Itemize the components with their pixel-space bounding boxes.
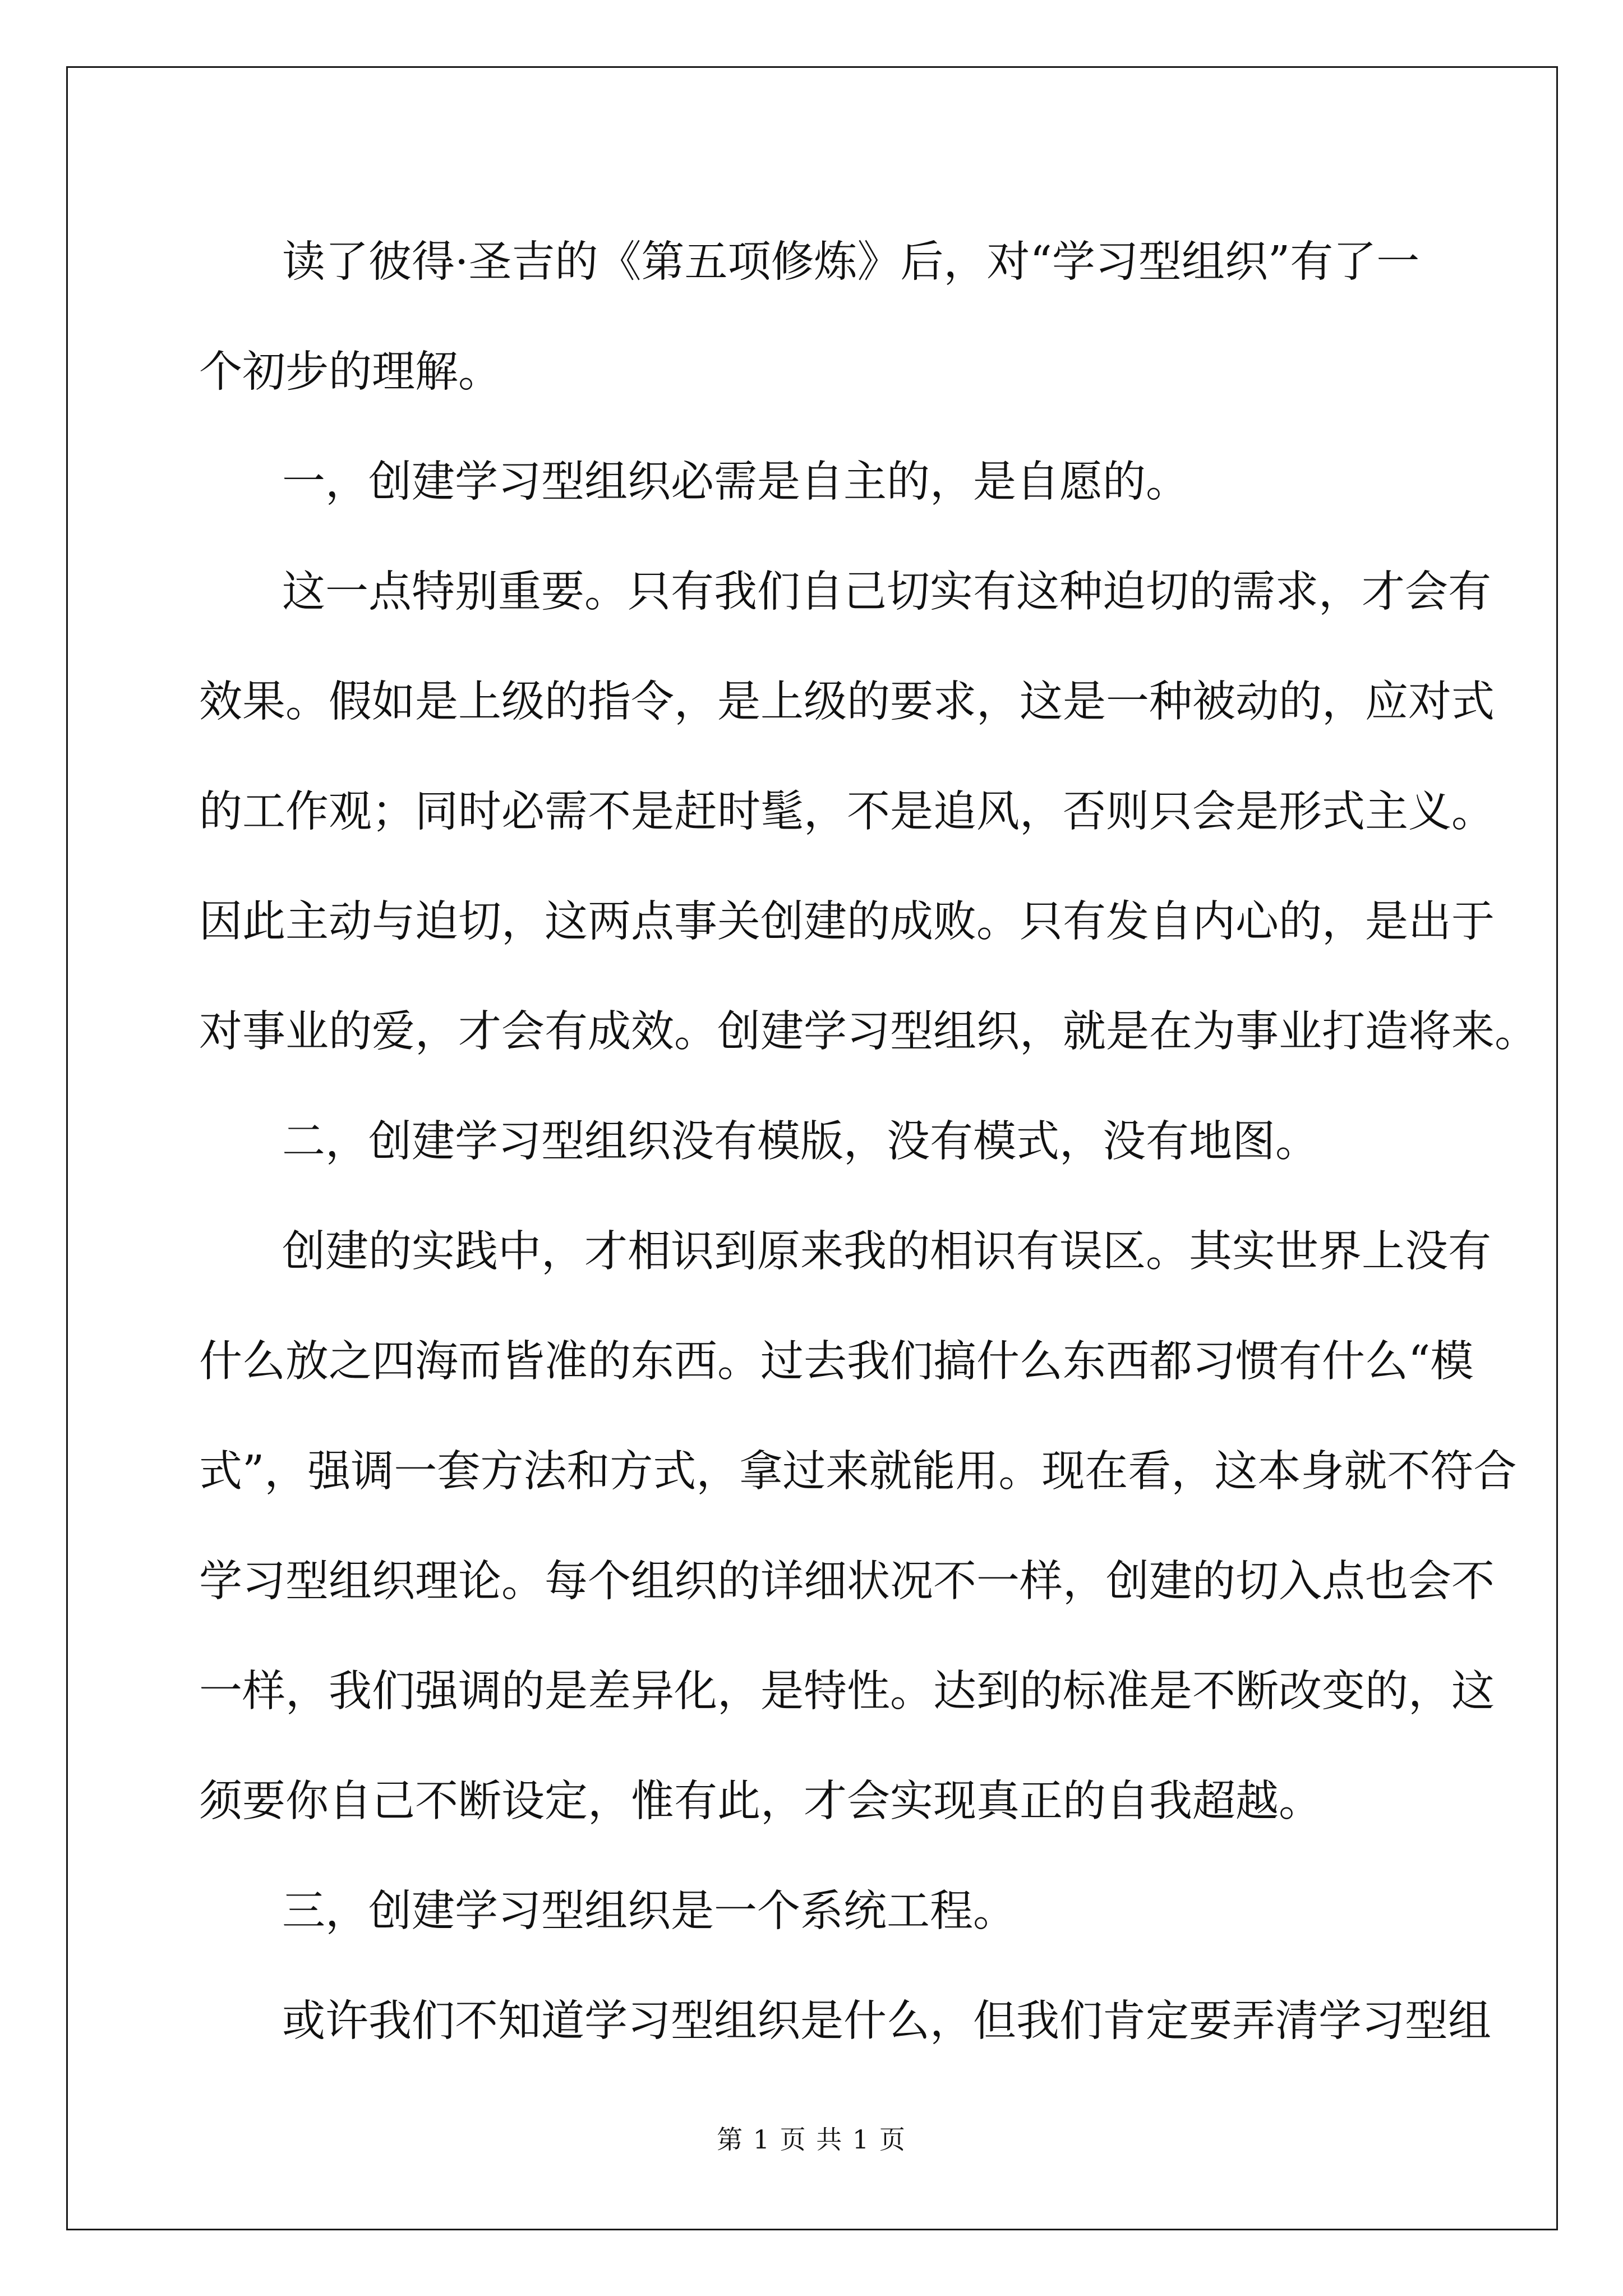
text-line: 的工作观；同时必需不是赶时髦，不是追风，否则只会是形式主义。: [199, 787, 1495, 837]
text-line: 一样，我们强调的是差异化，是特性。达到的标准是不断改变的，这: [199, 1667, 1495, 1717]
text-line: 个初步的理解。: [199, 347, 501, 397]
page-number-footer: 第 1 页 共 1 页: [717, 2124, 906, 2155]
text-line: 式”，强调一套方法和方式，拿过来就能用。现在看，这本身就不符合: [199, 1447, 1517, 1497]
text-line: 对事业的爱，才会有成效。创建学习型组织，就是在为事业打造将来。: [199, 1007, 1538, 1057]
text-line: 或许我们不知道学习型组织是什么，但我们肯定要弄清学习型组: [282, 1996, 1491, 2046]
document-body: [199, 208, 1538, 2077]
text-line: 二，创建学习型组织没有模版，没有模式，没有地图。: [282, 1117, 1318, 1167]
text-line: 什么放之四海而皆准的东西。过去我们搞什么东西都习惯有什么“模: [199, 1337, 1474, 1387]
text-line: 须要你自己不断设定，惟有此，才会实现真正的自我超越。: [199, 1777, 1322, 1826]
text-line: 因此主动与迫切，这两点事关创建的成败。只有发自内心的，是出于: [199, 897, 1495, 947]
text-line: 一，创建学习型组织必需是自主的，是自愿的。: [282, 457, 1189, 507]
text-line: 读了彼得·圣吉的《第五项修炼》后，对“学习型组织”有了一: [282, 237, 1420, 287]
text-line: 创建的实践中，才相识到原来我的相识有误区。其实世界上没有: [282, 1227, 1491, 1277]
text-line: 学习型组织理论。每个组织的详细状况不一样，创建的切入点也会不: [199, 1557, 1495, 1607]
text-line: 这一点特别重要。只有我们自己切实有这种迫切的需求，才会有: [282, 567, 1491, 617]
text-line: 三，创建学习型组织是一个系统工程。: [282, 1887, 1016, 1936]
text-line: 效果。假如是上级的指令，是上级的要求，这是一种被动的，应对式: [199, 677, 1495, 727]
